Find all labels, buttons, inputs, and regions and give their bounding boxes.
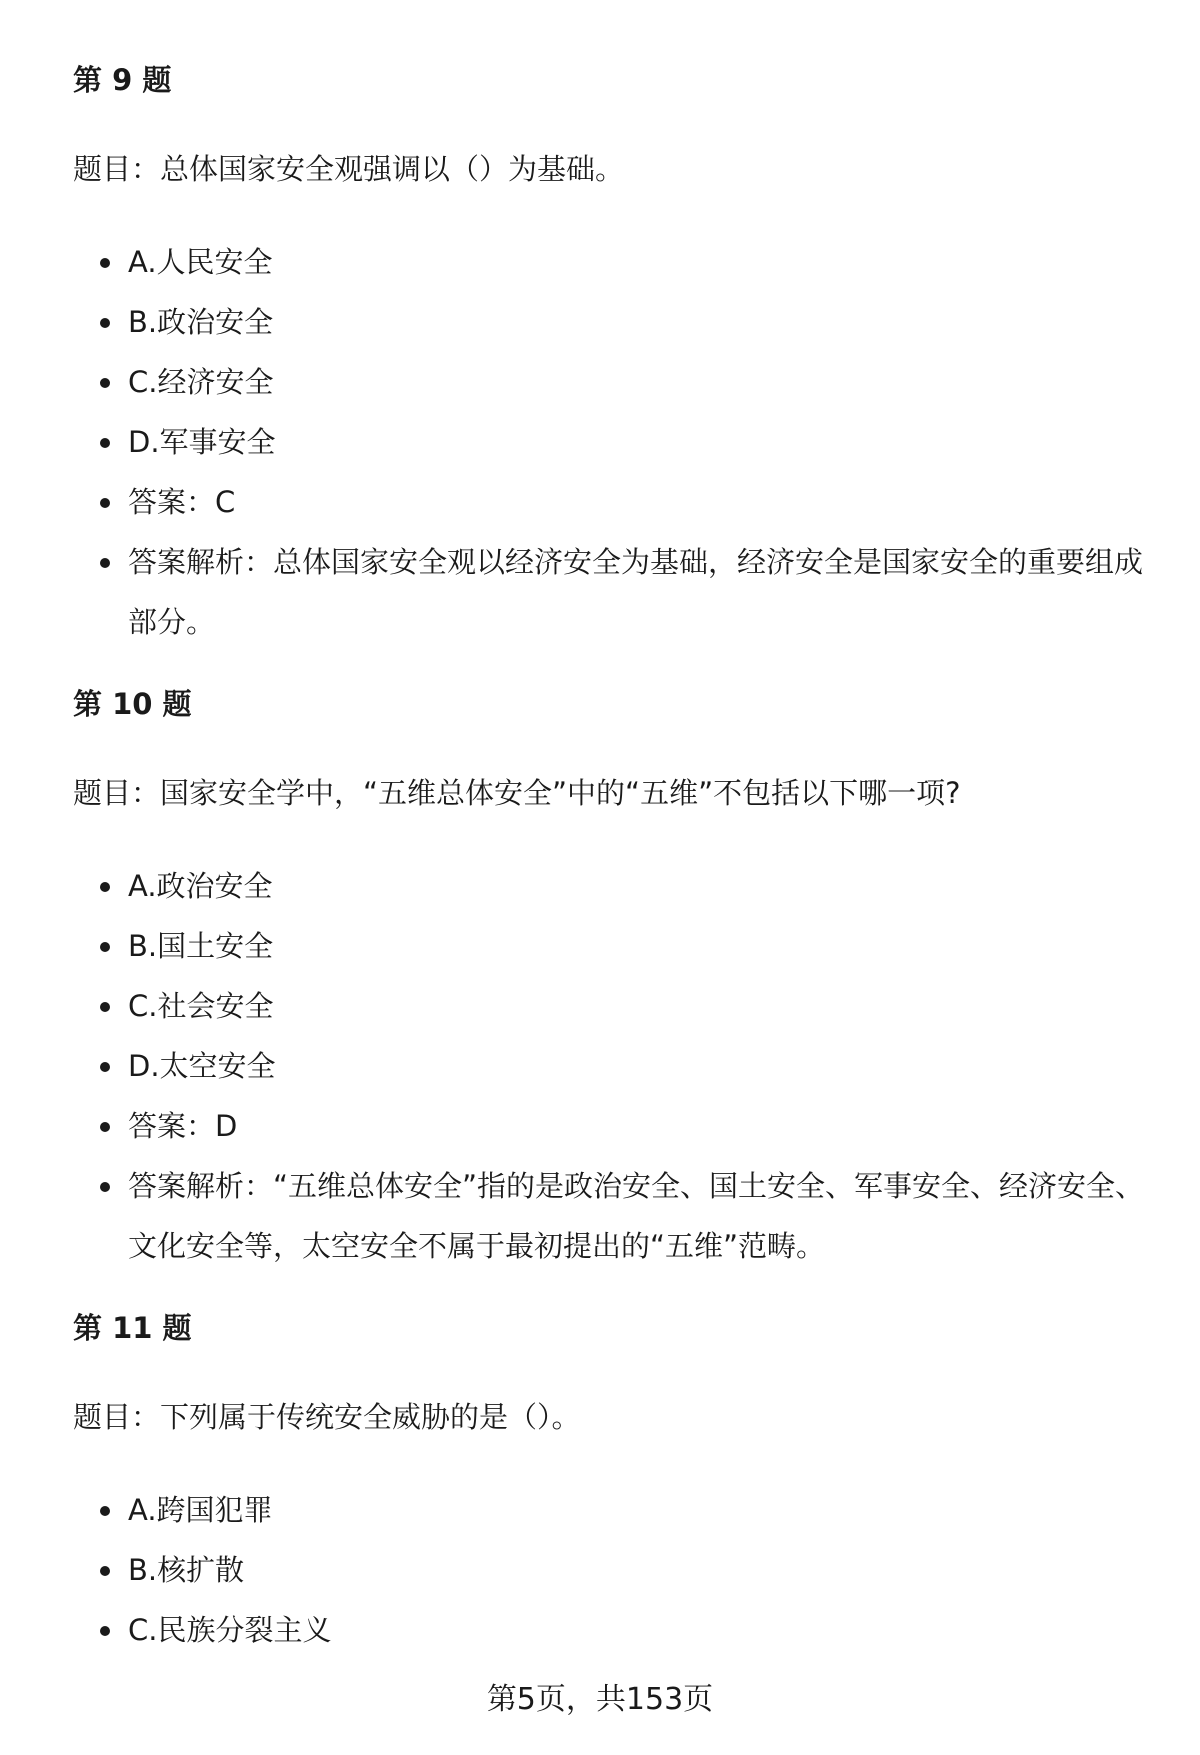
question-10	[73, 684, 1153, 1276]
option-text: C.社会安全	[128, 989, 274, 1023]
question-stem: 题目：总体国家安全观强调以（）为基础。	[73, 152, 625, 186]
page-number-footer: 第5页，共153页	[486, 1682, 714, 1717]
bullet-icon	[100, 1182, 110, 1192]
question-11	[73, 1308, 1153, 1660]
option-text: A.政治安全	[128, 869, 273, 903]
bullet-icon	[100, 498, 110, 508]
explanation-item	[73, 1156, 1153, 1276]
option-item	[73, 292, 1153, 352]
bullet-icon	[100, 1122, 110, 1132]
answer-item	[73, 1096, 1153, 1156]
explanation-text: 答案解析：“五维总体安全”指的是政治安全、国土安全、军事安全、经济安全、文化安全等，太空安全不属于最初提出的“五维”范畴。	[128, 1169, 1145, 1263]
bullet-icon	[100, 1002, 110, 1012]
option-item	[73, 916, 1153, 976]
bullet-icon	[100, 258, 110, 268]
option-text: D.军事安全	[128, 425, 276, 459]
answer-text: 答案：D	[128, 1109, 238, 1143]
question-stem: 题目：下列属于传统安全威胁的是（）。	[73, 1400, 581, 1434]
option-list	[73, 856, 1153, 1276]
bullet-icon	[100, 1626, 110, 1636]
question-heading: 第 10 题	[73, 687, 192, 721]
option-text: A.跨国犯罪	[128, 1493, 273, 1527]
explanation-item	[73, 532, 1153, 652]
bullet-icon	[100, 558, 110, 568]
option-text: B.核扩散	[128, 1553, 245, 1587]
option-text: C.民族分裂主义	[128, 1613, 332, 1647]
option-item	[73, 1036, 1153, 1096]
option-list	[73, 232, 1153, 652]
option-text: A.人民安全	[128, 245, 273, 279]
option-item	[73, 1600, 1153, 1660]
answer-text: 答案：C	[128, 485, 236, 519]
option-item	[73, 412, 1153, 472]
option-item	[73, 1540, 1153, 1600]
option-text: C.经济安全	[128, 365, 274, 399]
question-heading: 第 11 题	[73, 1311, 192, 1345]
answer-item	[73, 472, 1153, 532]
option-text: D.太空安全	[128, 1049, 276, 1083]
bullet-icon	[100, 882, 110, 892]
option-item	[73, 1480, 1153, 1540]
bullet-icon	[100, 378, 110, 388]
bullet-icon	[100, 1566, 110, 1576]
option-item	[73, 232, 1153, 292]
option-item	[73, 976, 1153, 1036]
option-item	[73, 352, 1153, 412]
explanation-text: 答案解析：总体国家安全观以经济安全为基础，经济安全是国家安全的重要组成部分。	[128, 545, 1144, 639]
option-item	[73, 856, 1153, 916]
option-text: B.国土安全	[128, 929, 274, 963]
option-text: B.政治安全	[128, 305, 274, 339]
question-9	[73, 60, 1153, 652]
bullet-icon	[100, 1062, 110, 1072]
question-stem: 题目：国家安全学中，“五维总体安全”中的“五维”不包括以下哪一项?	[73, 776, 961, 810]
bullet-icon	[100, 438, 110, 448]
bullet-icon	[100, 318, 110, 328]
question-heading: 第 9 题	[73, 63, 172, 97]
option-list	[73, 1480, 1153, 1660]
bullet-icon	[100, 1506, 110, 1516]
bullet-icon	[100, 942, 110, 952]
